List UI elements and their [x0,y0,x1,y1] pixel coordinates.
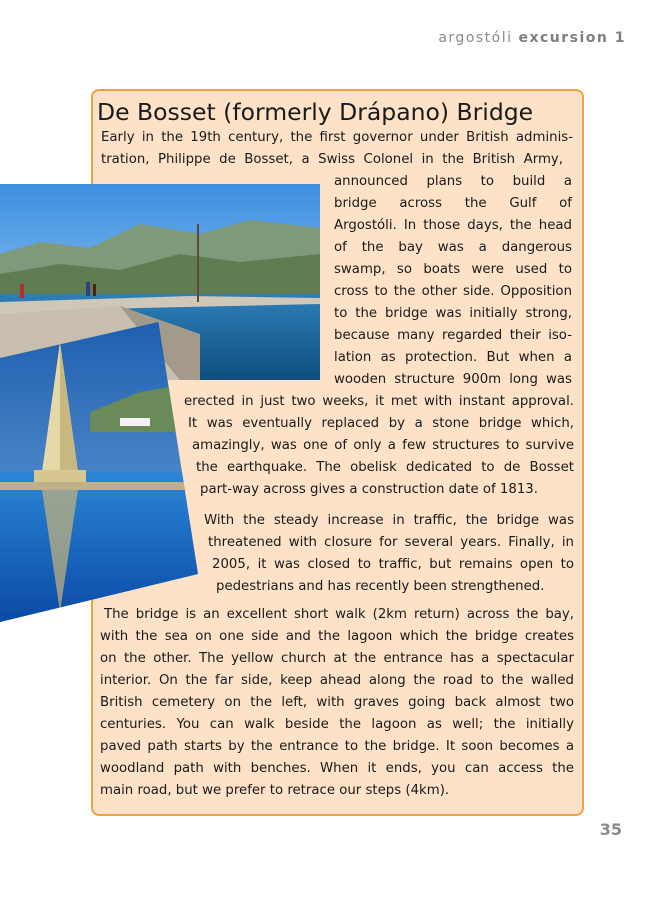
page-number: 35 [599,820,622,839]
text-line: part-way across gives a construction date of 1813. [200,482,538,497]
text-line: It was eventually replaced by a stone bridge which, [188,416,574,431]
text-line: 2005, it was closed to traffic, but remains open to [212,557,574,572]
feature-title: De Bosset (formerly Drápano) Bridge [97,98,534,126]
paragraph-3 [100,604,574,802]
text-line: interior. On the far side, keep ahead along the road to the walled [100,673,574,688]
text-line: threatened with closure for several years. Finally, in [208,535,574,550]
text-line: because many regarded their iso- [334,328,572,343]
text-line: centuries. You can walk beside the lagoon as well; the initially [100,717,574,732]
text-line: British cemetery on the left, with graves going back almost two [100,695,574,710]
text-line: to the bridge was initially strong, [334,306,572,321]
paragraph-1 [101,127,573,171]
text-line: with the sea on one side and the lagoon which the bridge creates [100,629,574,644]
text-line: pedestrians and has recently been strengthened. [216,579,545,594]
running-head [438,30,626,46]
text-line: Argostóli. In those days, the head [334,218,572,233]
paragraph-1-tail [184,391,574,501]
text-line: swamp, so boats were used to [334,262,572,277]
text-line: on the other. The yellow church at the entrance has a spectacular [100,651,574,666]
text-line: erected in just two weeks, it met with instant approval. [184,394,574,409]
paragraph-2 [204,510,574,598]
text-line: The bridge is an excellent short walk (2km return) across the bay, [104,607,574,622]
text-line: bridge across the Gulf of [334,196,572,211]
paragraph-1-wrap [334,171,572,391]
text-line: the earthquake. The obelisk dedicated to de Bosset [196,460,574,475]
running-head-section: excursion 1 [518,30,626,46]
running-head-place: argostóli [438,30,513,46]
text-line: Early in the 19th century, the first governor under British adminis- [101,130,573,145]
text-line: main road, but we prefer to retrace our steps (4km). [100,783,450,798]
text-line: cross to the other side. Opposition [334,284,572,299]
text-line: amazingly, was one of only a few structures to survive [192,438,574,453]
text-line: announced plans to build a [334,174,572,189]
text-line: woodland path with benches. When it ends, you can access the [100,761,574,776]
text-line: With the steady increase in traffic, the bridge was [204,513,574,528]
text-line: lation as protection. But when a [334,350,572,365]
text-line: tration, Philippe de Bosset, a Swiss Colonel in the British Army, [101,152,563,167]
text-line: paved path starts by the entrance to the bridge. It soon becomes a [100,739,574,754]
text-line: of the bay was a dangerous [334,240,572,255]
text-line: wooden structure 900m long was [334,372,572,387]
